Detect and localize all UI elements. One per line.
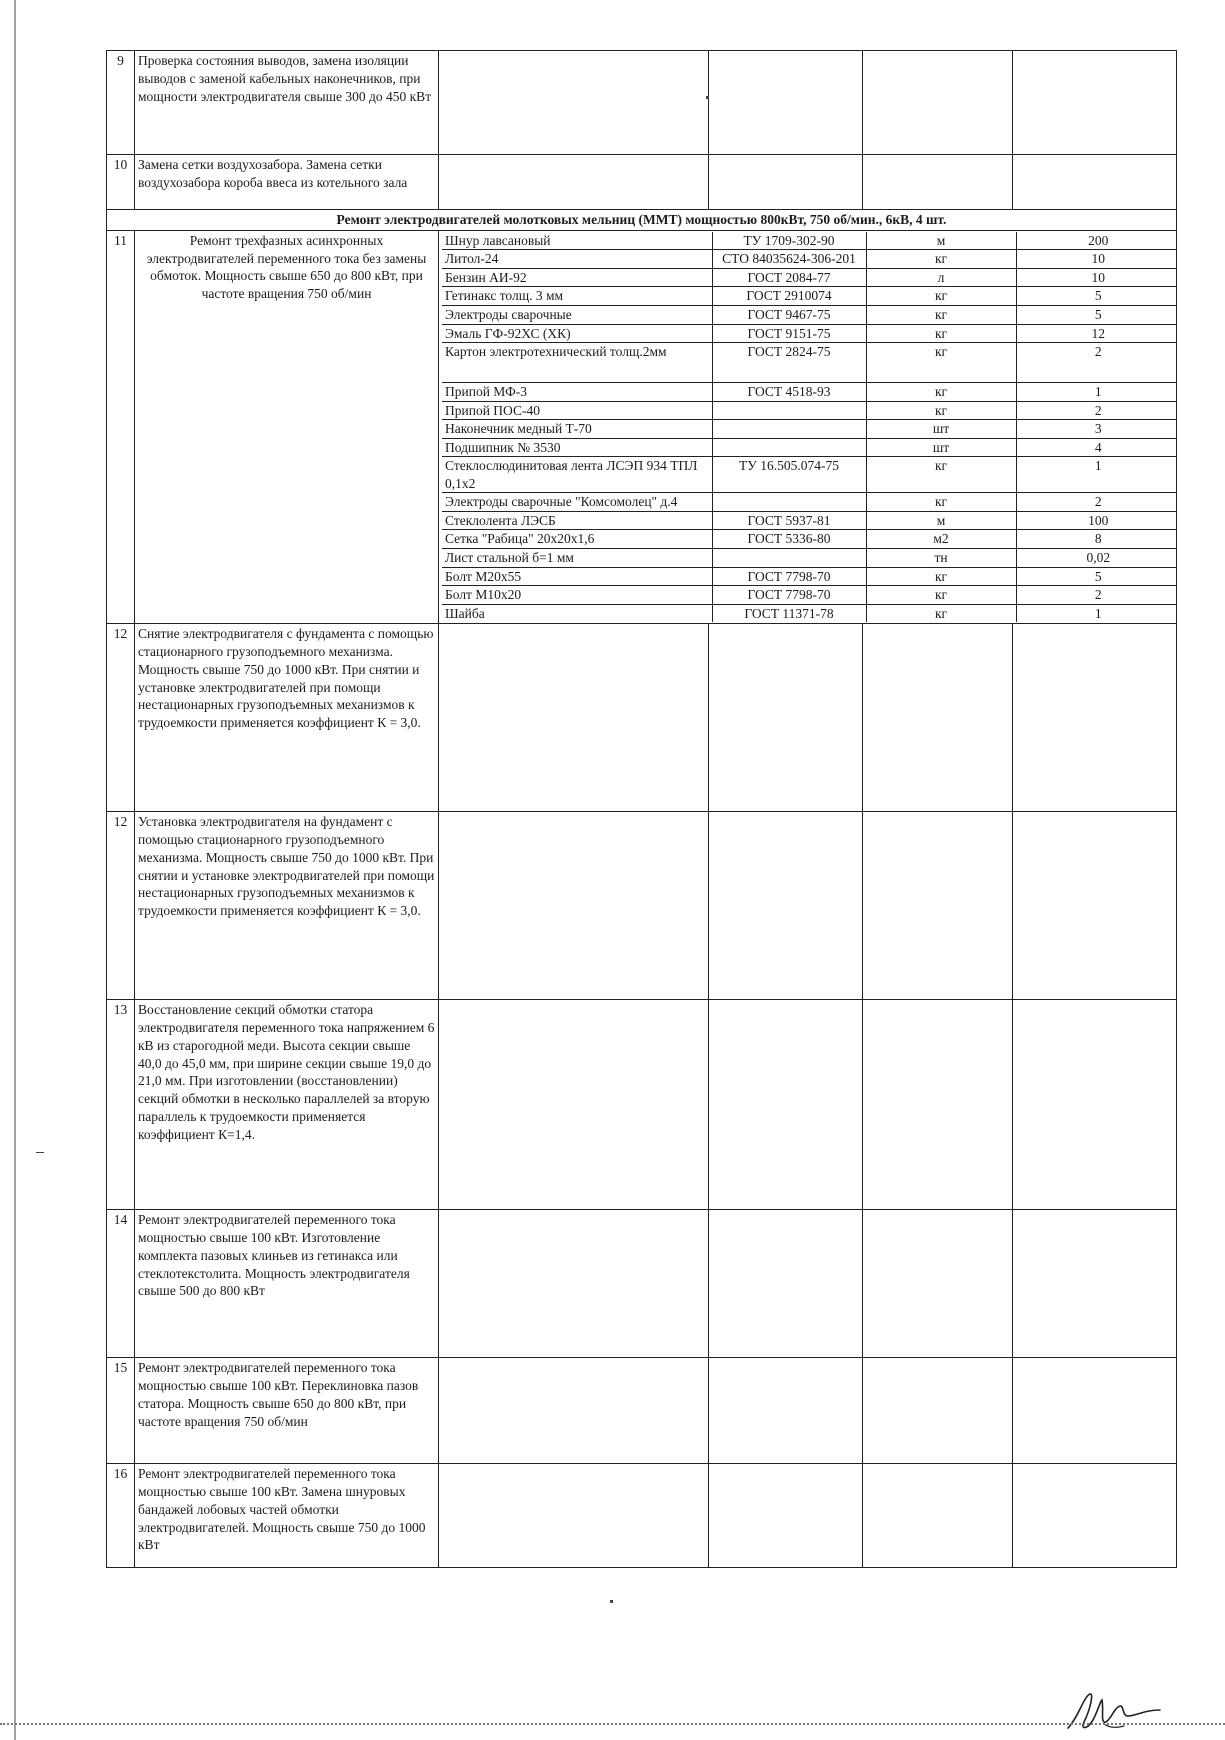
work-description: Ремонт электродвигателей переменного тока мощностью свыше 100 кВт. Замена шнуровых бандажей лобовых частей обмотки электродвигателей. Мощность свыше 750 до 1000 кВт [135, 1464, 439, 1568]
material-unit: кг [866, 493, 1016, 512]
material-unit: шт [866, 438, 1016, 457]
material-name: Наконечник медный Т-70 [442, 420, 712, 439]
material-row [442, 250, 1177, 269]
table-row [107, 1358, 1177, 1464]
material-row [442, 401, 1177, 420]
work-table [106, 50, 1177, 1568]
material-row [442, 438, 1177, 457]
material-standard [712, 420, 866, 439]
material-standard [712, 438, 866, 457]
material-qty: 5 [1016, 306, 1177, 325]
material-standard: ГОСТ 5937-81 [712, 511, 866, 530]
material-qty: 5 [1016, 287, 1177, 306]
material-unit: кг [866, 586, 1016, 605]
row-number: 10 [107, 155, 135, 210]
material-row [442, 604, 1177, 622]
material-row [442, 567, 1177, 586]
scan-speck [706, 96, 709, 99]
material-row [442, 343, 1177, 383]
table-row [107, 155, 1177, 210]
material-row [442, 287, 1177, 306]
material-name: Литол-24 [442, 250, 712, 269]
scan-speck [36, 1152, 44, 1153]
scan-left-edge [14, 0, 16, 1740]
material-qty: 200 [1016, 232, 1177, 250]
material-unit: м2 [866, 530, 1016, 549]
material-name: Болт М20х55 [442, 567, 712, 586]
material-unit: кг [866, 567, 1016, 586]
work-description: Замена сетки воздухозабора. Замена сетки воздухозабора короба ввеса из котельного зала [135, 155, 439, 210]
material-unit: кг [866, 250, 1016, 269]
material-standard: ГОСТ 9467-75 [712, 306, 866, 325]
material-unit: шт [866, 420, 1016, 439]
table-row [107, 230, 1177, 623]
material-row [442, 420, 1177, 439]
material-row [442, 324, 1177, 343]
row-number: 13 [107, 1000, 135, 1210]
material-name: Эмаль ГФ-92ХС (ХК) [442, 324, 712, 343]
row-number: 16 [107, 1464, 135, 1568]
material-row [442, 586, 1177, 605]
material-unit: л [866, 268, 1016, 287]
materials-table [442, 232, 1177, 622]
material-unit: кг [866, 287, 1016, 306]
signature-icon [1064, 1688, 1184, 1736]
material-standard: ГОСТ 2824-75 [712, 343, 866, 383]
row-number: 12 [107, 812, 135, 1000]
material-name: Сетка "Рабица" 20х20х1,6 [442, 530, 712, 549]
row-number: 9 [107, 51, 135, 155]
row-number: 15 [107, 1358, 135, 1464]
material-standard: ГОСТ 7798-70 [712, 567, 866, 586]
material-unit: кг [866, 457, 1016, 493]
material-standard: ГОСТ 9151-75 [712, 324, 866, 343]
section-title: Ремонт электродвигателей молотковых мельниц (ММТ) мощностью 800кВт, 750 об/мин., 6кВ, 4 шт. [107, 210, 1177, 231]
material-unit: м [866, 232, 1016, 250]
material-standard: ГОСТ 4518-93 [712, 383, 866, 402]
material-standard: ТУ 16.505.074-75 [712, 457, 866, 493]
material-qty: 8 [1016, 530, 1177, 549]
material-standard: ГОСТ 2084-77 [712, 268, 866, 287]
material-name: Бензин АИ-92 [442, 268, 712, 287]
row-number: 11 [107, 230, 135, 623]
material-name: Припой ПОС-40 [442, 401, 712, 420]
material-row [442, 306, 1177, 325]
material-row [442, 232, 1177, 250]
material-standard [712, 493, 866, 512]
material-standard: ГОСТ 2910074 [712, 287, 866, 306]
work-description: Проверка состояния выводов, замена изоляции выводов с заменой кабельных наконечников, при мощности электродвигателя свыше 300 до 450 кВт [135, 51, 439, 155]
material-qty: 5 [1016, 567, 1177, 586]
material-standard: СТО 84035624-306-201 [712, 250, 866, 269]
row-number: 14 [107, 1210, 135, 1358]
material-unit: кг [866, 604, 1016, 622]
work-description: Снятие электродвигателя с фундамента с помощью стационарного грузоподъемного механизма. Мощность свыше 750 до 1000 кВт. При снятии и установке электродвигателей при помощи нестационарных грузоподъемных механизмов к трудоемкости применяется коэффициент К = 3,0. [135, 624, 439, 812]
material-standard [712, 549, 866, 568]
work-description: Ремонт трехфазных асинхронных электродвигателей переменного тока без замены обмоток. Мощность свыше 650 до 800 кВт, при частоте вращения 750 об/мин [135, 230, 439, 623]
material-qty: 100 [1016, 511, 1177, 530]
material-qty: 1 [1016, 457, 1177, 493]
material-row [442, 549, 1177, 568]
material-name: Припой МФ-3 [442, 383, 712, 402]
table-row [107, 1000, 1177, 1210]
scan-speck [610, 1600, 613, 1603]
material-row [442, 530, 1177, 549]
material-unit: кг [866, 401, 1016, 420]
material-name: Стеклослюдинитовая лента ЛСЭП 934 ТПЛ 0,1х2 [442, 457, 712, 493]
material-name: Шнур лавсановый [442, 232, 712, 250]
material-row [442, 268, 1177, 287]
material-row [442, 493, 1177, 512]
material-name: Лист стальной б=1 мм [442, 549, 712, 568]
row-number: 12 [107, 624, 135, 812]
material-unit: кг [866, 343, 1016, 383]
work-description: Ремонт электродвигателей переменного тока мощностью свыше 100 кВт. Изготовление комплекта пазовых клиньев из гетинакса или стеклотекстолита. Мощность электродвигателя свыше 500 до 800 кВт [135, 1210, 439, 1358]
material-qty: 4 [1016, 438, 1177, 457]
material-standard: ГОСТ 7798-70 [712, 586, 866, 605]
material-qty: 1 [1016, 383, 1177, 402]
material-qty: 1 [1094, 605, 1102, 621]
material-unit: тн [866, 549, 1016, 568]
material-name: Электроды сварочные [442, 306, 712, 325]
table-row [107, 1210, 1177, 1358]
table-row [107, 1464, 1177, 1568]
section-header-row [107, 210, 1177, 231]
table-row [107, 624, 1177, 812]
material-standard: ТУ 1709-302-90 [712, 232, 866, 250]
material-name: Шайба [442, 604, 712, 622]
material-name: Гетинакс толщ. 3 мм [442, 287, 712, 306]
material-qty: 10 [1016, 250, 1177, 269]
table-row [107, 812, 1177, 1000]
material-unit: кг [866, 306, 1016, 325]
work-description: Ремонт электродвигателей переменного тока мощностью свыше 100 кВт. Переклиновка пазов статора. Мощность свыше 650 до 800 кВт, при частоте вращения 750 об/мин [135, 1358, 439, 1464]
material-qty: 2 [1016, 343, 1177, 383]
material-standard [712, 401, 866, 420]
material-row [442, 457, 1177, 493]
material-name: Картон электротехнический толщ.2мм [442, 343, 712, 383]
work-description: Установка электродвигателя на фундамент с помощью стационарного грузоподъемного механизма. Мощность свыше 750 до 1000 кВт. При снятии и установке электродвигателей при помощи нестационарных грузоподъемных механизмов к трудоемкости применяется коэффициент К = 3,0. [135, 812, 439, 1000]
material-standard: ГОСТ 5336-80 [712, 530, 866, 549]
material-name: Электроды сварочные "Комсомолец" д.4 [442, 493, 712, 512]
material-qty: 2 [1016, 493, 1177, 512]
materials-cell [439, 230, 1177, 623]
work-description: Восстановление секций обмотки статора электродвигателя переменного тока напряжением 6 кВ из старогодной меди. Высота секции свыше 40,0 до 45,0 мм, при ширине секции свыше 19,0 до 21,0 мм. При изготовлении (восстановлении) секций обмотки в несколько параллелей за вторую параллель к трудоемкости применяется коэффициент К=1,4. [135, 1000, 439, 1210]
material-qty: 3 [1016, 420, 1177, 439]
material-qty: 10 [1016, 268, 1177, 287]
material-row [442, 511, 1177, 530]
scan-bottom-edge [0, 1723, 1225, 1725]
table-row [107, 51, 1177, 155]
material-unit: кг [866, 383, 1016, 402]
material-name: Подшипник № 3530 [442, 438, 712, 457]
material-name: Болт М10х20 [442, 586, 712, 605]
material-unit: м [866, 511, 1016, 530]
material-standard: ГОСТ 11371-78 [712, 604, 866, 622]
material-qty: 2 [1016, 401, 1177, 420]
material-qty: 2 [1016, 586, 1177, 605]
material-name: Стеклолента ЛЭСБ [442, 511, 712, 530]
material-row [442, 383, 1177, 402]
material-qty: 12 [1016, 324, 1177, 343]
material-qty: 0,02 [1016, 549, 1177, 568]
material-unit: кг [866, 324, 1016, 343]
